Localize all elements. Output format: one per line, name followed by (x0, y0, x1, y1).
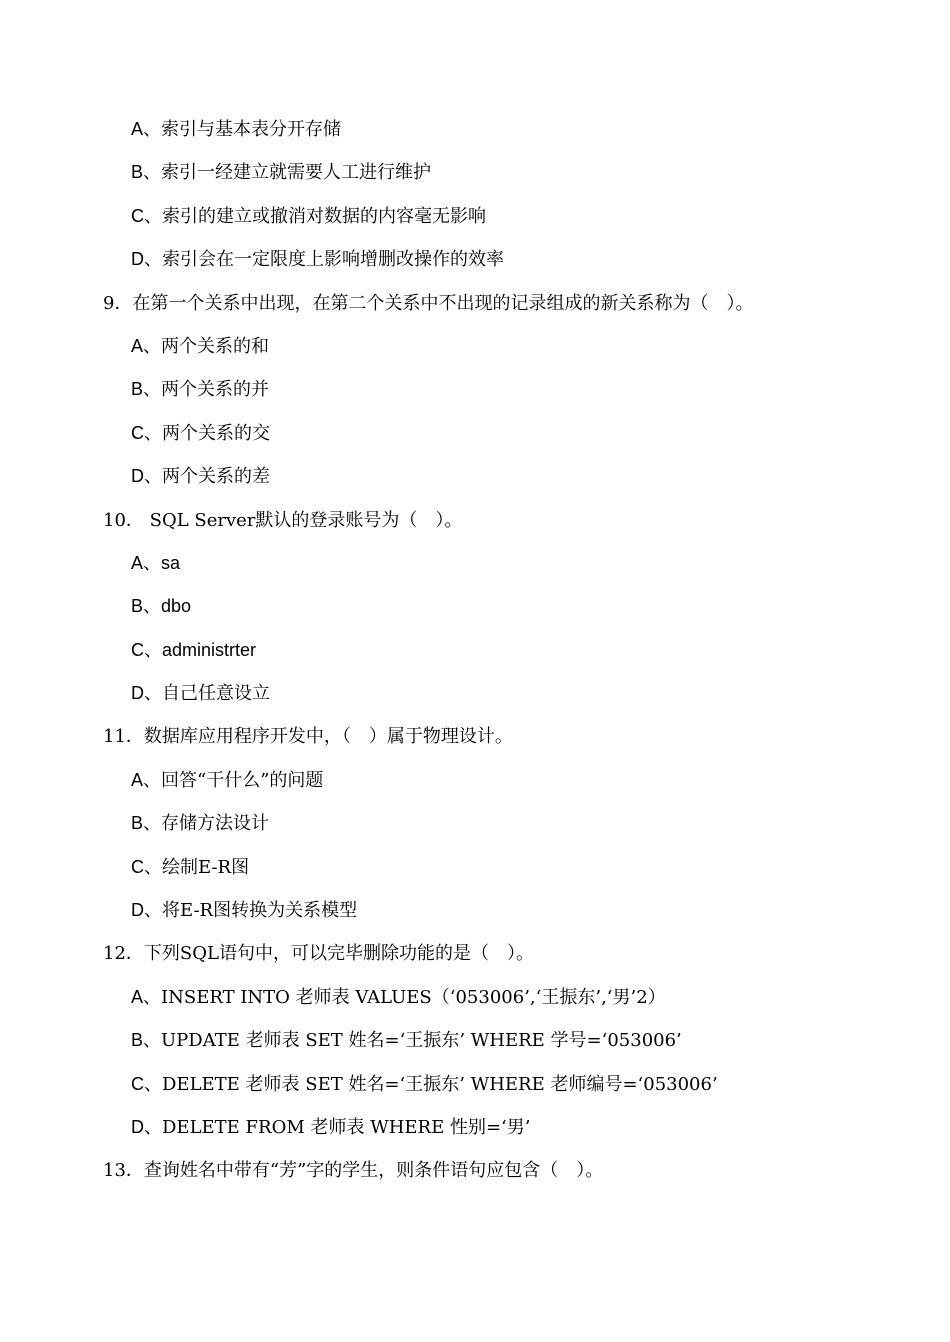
option-text: 两个关系的差 (162, 466, 270, 488)
option-text: 两个关系的和 (161, 335, 270, 357)
option-text: UPDATE 老师表 SET 姓名=‘王振东’ WHERE 学号=‘053006’ (161, 1030, 682, 1052)
option-text: DELETE FROM 老师表 WHERE 性别=‘男’ (162, 1116, 531, 1138)
q10-option-d (0, 672, 950, 715)
option-text: 索引与基本表分开存储 (161, 119, 342, 140)
q10-option-c (0, 629, 950, 672)
q11-stem: 11．数据库应用程序开发中，（ ）属于物理设计。 (103, 726, 513, 748)
q12-option-b (0, 1019, 950, 1062)
option-letter: C、 (131, 856, 162, 877)
option-letter: A、 (131, 986, 162, 1007)
exam-page (0, 108, 950, 1193)
q9-option-b (0, 368, 950, 411)
q12-stem: 12．下列SQL语句中，可以完毕删除功能的是（ ）。 (103, 943, 534, 965)
q11-option-d (0, 889, 950, 932)
option-letter: A、 (131, 552, 162, 573)
option-letter: A、 (131, 769, 162, 790)
option-text: administrter (162, 639, 257, 660)
option-letter: D、 (131, 900, 162, 921)
option-text: dbo (161, 596, 192, 617)
q10-option-a (0, 542, 950, 585)
q9-option-a (0, 325, 950, 368)
q9-stem: 9．在第一个关系中出现，在第二个关系中不出现的记录组成的新关系称为（ ）。 (103, 292, 754, 314)
q8-option-a (0, 108, 950, 151)
option-letter: A、 (131, 335, 162, 356)
option-letter: D、 (131, 683, 162, 704)
q8-option-b (0, 151, 950, 194)
option-text: 两个关系的交 (162, 422, 270, 444)
q8-option-d (0, 238, 950, 281)
q12-option-d (0, 1106, 950, 1149)
q12-option-a (0, 976, 950, 1019)
option-text: sa (161, 552, 181, 573)
q11-option-c (0, 846, 950, 889)
q8-option-c (0, 195, 950, 238)
option-text: 回答“干什么”的问题 (161, 769, 324, 791)
option-letter: C、 (131, 422, 162, 443)
option-letter: B、 (131, 813, 162, 834)
option-letter: D、 (131, 466, 162, 487)
q10-option-b (0, 585, 950, 628)
option-text: 自己任意设立 (162, 683, 270, 705)
option-text: 两个关系的并 (161, 379, 270, 401)
option-text: 索引一经建立就需要人工进行维护 (161, 162, 432, 184)
option-letter: A、 (131, 119, 162, 139)
q13-stem: 13．查询姓名中带有“芳”字的学生，则条件语句应包含（ ）。 (103, 1160, 604, 1182)
q11-option-b (0, 802, 950, 845)
option-letter: D、 (131, 249, 162, 270)
option-text: DELETE 老师表 SET 姓名=‘王振东’ WHERE 老师编号=‘053006’ (162, 1073, 718, 1095)
q10-stem: 10． SQL Server默认的登录账号为（ ）。 (103, 509, 463, 531)
option-letter: D、 (131, 1116, 162, 1137)
option-text: 存储方法设计 (161, 813, 270, 835)
option-letter: B、 (131, 162, 162, 183)
q9-option-c (0, 412, 950, 455)
option-text: 绘制E-R图 (162, 856, 250, 878)
option-letter: C、 (131, 1073, 162, 1094)
q11-option-a (0, 759, 950, 802)
option-text: 索引的建立或撤消对数据的内容毫无影响 (162, 205, 486, 227)
option-letter: C、 (131, 639, 162, 660)
option-text: 将E-R图转换为关系模型 (162, 900, 358, 922)
option-text: INSERT INTO 老师表 VALUES（‘053006’,‘王振东’,‘男’2） (161, 986, 666, 1008)
option-letter: B、 (131, 379, 162, 400)
option-letter: B、 (131, 1030, 162, 1051)
option-letter: C、 (131, 205, 162, 226)
option-text: 索引会在一定限度上影响增删改操作的效率 (162, 249, 504, 271)
q12-option-c (0, 1063, 950, 1106)
option-letter: B、 (131, 596, 162, 617)
q9-option-d (0, 455, 950, 498)
